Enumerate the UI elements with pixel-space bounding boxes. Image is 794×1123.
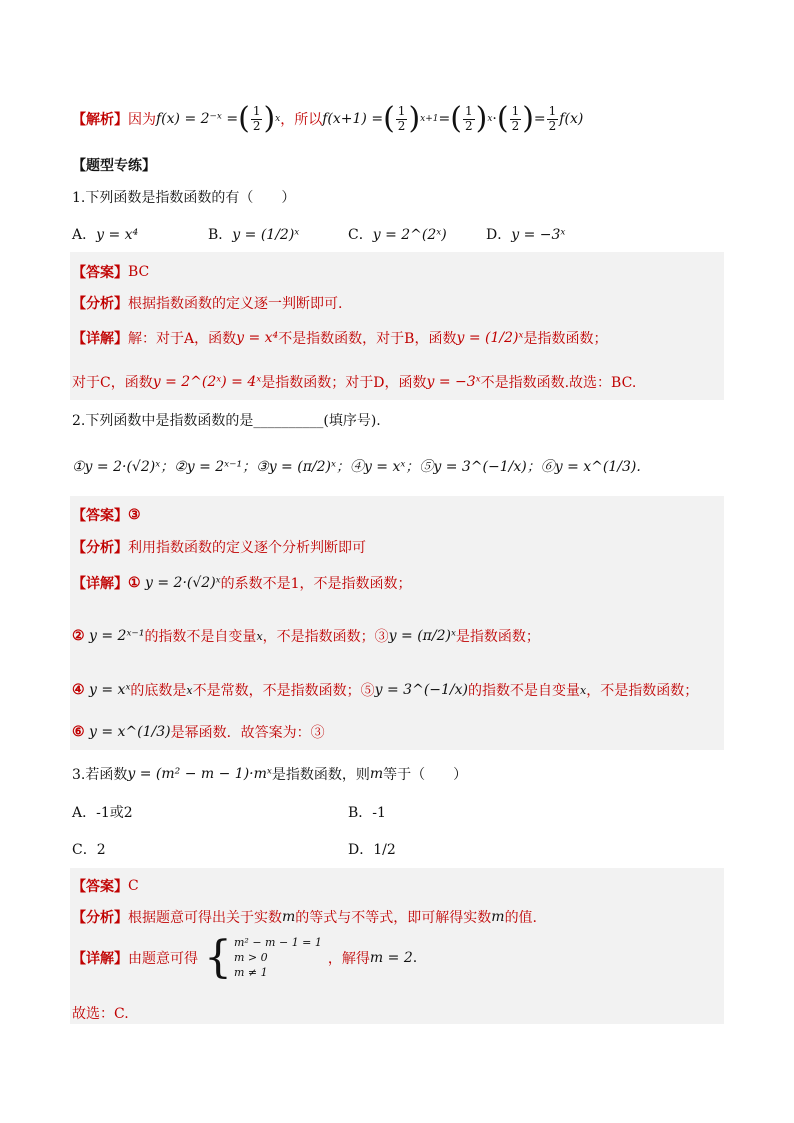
q1-option-c: C．y = 2^(2ˣ)	[348, 227, 447, 243]
q2-answer: 【答案】 ③	[72, 507, 141, 524]
q1-option-b: B．y = (1/2)ˣ	[208, 227, 300, 243]
q3-option-b: B．-1	[348, 805, 386, 821]
q1-detail-line2: 对于C，函数 y = 2^(2ˣ) = 4ˣ 是指数函数；对于D，函数 y = −3ˣ 不是指数函数.故选：BC.	[72, 374, 637, 391]
q1-option-d: D．y = −3ˣ	[486, 227, 566, 243]
top-analysis: 【解析】 因为 f(x) = 2⁻ˣ = ( $\frac{1}{2}$ ) x ，所以 f(x+1) = ( $\frac{1}{2}$ ) x+1 = ( $\frac{1}{2}$ ) x · ( $\frac{1}{2}$ ) = $\frac{1}{2}$ f(x)	[72, 101, 584, 136]
q2-solution-panel	[70, 496, 724, 750]
q2-detail-line4: ⑥ y = x^(1/3) 是幂函数．故答案为：③	[72, 724, 325, 741]
q1-option-a: A．y = x⁴	[72, 227, 139, 243]
q3-option-c: C．2	[72, 842, 106, 858]
q2-stem: 2.下列函数中是指数函数的是__________(填序号).	[72, 413, 381, 429]
q2-items: ①y = 2·(√2)ˣ；②y = 2ˣ⁻¹；③y = (π/2)ˣ；④y = xˣ；⑤y = 3^(−1/x)；⑥y = x^(1/3).	[72, 459, 641, 475]
analysis-tag: 【解析】	[72, 112, 128, 128]
q2-detail-line2: ② y = 2ˣ⁻¹ 的指数不是自变量 x ，不是指数函数；③ y = (π/2)ˣ 是指数函数；	[72, 628, 540, 645]
q1-detail-line1: 【详解】 解：对于A，函数 y = x⁴ 不是指数函数，对于B，函数 y = (1/2)ˣ 是指数函数；	[72, 330, 608, 347]
q3-detail: 【详解】 由题意可得 { m² − m − 1 = 1 m > 0 m ≠ 1 ，解得 m = 2 .	[72, 932, 418, 984]
q1-analysis: 【分析】 根据指数函数的定义逐一判断即可.	[72, 296, 343, 312]
q2-detail-line1: 【详解】 ① y = 2·(√2)ˣ 的系数不是1，不是指数函数；	[72, 575, 412, 592]
q3-answer: 【答案】 C	[72, 878, 139, 895]
q3-option-a: A．-1或2	[72, 805, 133, 821]
q3-final: 故选：C.	[72, 1006, 129, 1022]
q3-stem: 3.若函数 y = (m² − m − 1)·mˣ 是指数函数，则 m 等于（ ）	[72, 766, 468, 783]
q2-analysis: 【分析】 利用指数函数的定义逐个分析判断即可	[72, 540, 366, 556]
equation-system: { m² − m − 1 = 1 m > 0 m ≠ 1	[204, 932, 322, 984]
q1-stem: 1.下列函数是指数函数的有（ ）	[72, 190, 296, 206]
q1-answer: 【答案】 BC	[72, 264, 150, 281]
q2-detail-line3: ④ y = xˣ 的底数是 x 不是常数，不是指数函数；⑤ y = 3^(−1/x) 的指数不是自变量 x ，不是指数函数；	[72, 682, 699, 699]
section-title: 【题型专练】	[72, 158, 156, 174]
q3-option-d: D．1/2	[348, 842, 396, 858]
q3-analysis: 【分析】 根据题意可得出关于实数 m 的等式与不等式，即可解得实数 m 的值.	[72, 909, 538, 926]
